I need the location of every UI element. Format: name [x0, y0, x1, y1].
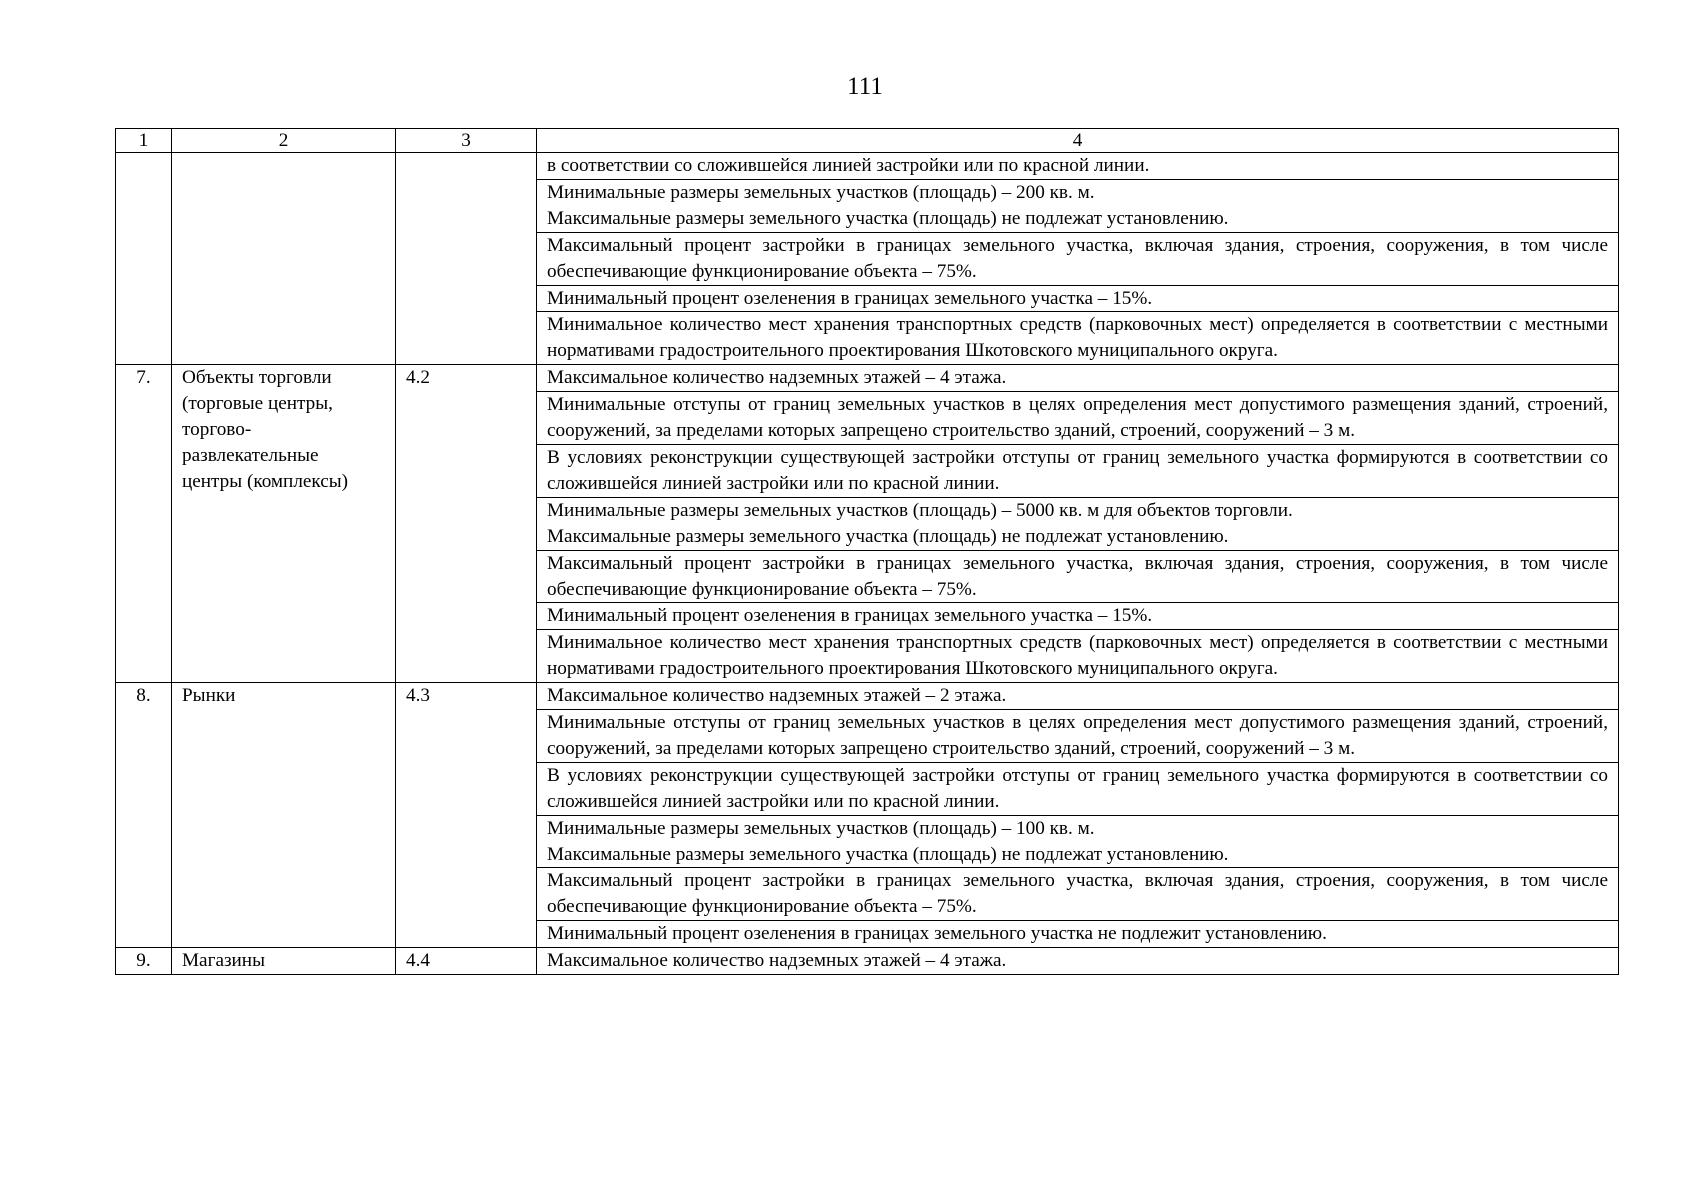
entry-name: Магазины: [172, 948, 396, 975]
header-row: [116, 129, 1619, 153]
code-cell: [396, 153, 537, 365]
entry-name-line: торгово-: [182, 419, 252, 441]
column-header-2: 2: [172, 129, 396, 153]
table-row: [116, 683, 1619, 710]
requirement-cell: [537, 815, 1619, 868]
requirement-cell: [537, 497, 1619, 550]
column-header-4: 4: [537, 129, 1619, 153]
entry-number: 7.: [116, 365, 172, 683]
requirement-cell: Максимальное количество надземных этажей – 4 этажа.: [537, 365, 1619, 392]
name-cell: [172, 153, 396, 365]
entry-name-line: развлекательные: [182, 444, 319, 466]
entry-code: 4.4: [396, 948, 537, 975]
requirement-cell: Максимальный процент застройки в границах земельного участка, включая здания, строения, сооружения, в том числе обеспечивающие функционирование объекта – 75%.: [537, 868, 1619, 921]
requirement-cell: Минимальные отступы от границ земельных участков в целях определения мест допустимого размещения зданий, строений, сооружений, за пределами которых запрещено строительство зданий, строений, сооружений – 3 м.: [537, 392, 1619, 445]
text-line: Максимальные размеры земельного участка (площадь) не подлежат установлению.: [547, 525, 1229, 547]
entry-code: 4.3: [396, 683, 537, 948]
requirement-cell: Минимальное количество мест хранения транспортных средств (парковочных мест) определяется в соответствии с местными нормативами градостроительного проектирования Шкотовского муниципального округа.: [537, 312, 1619, 365]
column-header-1: 1: [116, 129, 172, 153]
requirement-cell: в соответствии со сложившейся линией застройки или по красной линии.: [537, 153, 1619, 180]
entry-name-line: центры (комплексы): [182, 470, 349, 492]
page-number: 111: [847, 73, 883, 100]
entry-name: [172, 365, 396, 683]
column-header-3: 3: [396, 129, 537, 153]
entry-name-line: (торговые центры,: [182, 393, 333, 415]
text-line: Минимальные размеры земельных участков (площадь) – 100 кв. м.: [547, 817, 1095, 839]
requirement-cell: Максимальный процент застройки в границах земельного участка, включая здания, строения, сооружения, в том числе обеспечивающие функционирование объекта – 75%.: [537, 232, 1619, 285]
table-row: [116, 948, 1619, 975]
entry-code: 4.2: [396, 365, 537, 683]
entry-number: 9.: [116, 948, 172, 975]
requirement-cell: Минимальные отступы от границ земельных участков в целях определения мест допустимого размещения зданий, строений, сооружений, за пределами которых запрещено строительство зданий, строений, сооружений – 3 м.: [537, 710, 1619, 763]
entry-name-line: Объекты торговли: [182, 367, 332, 389]
requirement-cell: Максимальный процент застройки в границах земельного участка, включая здания, строения, сооружения, в том числе обеспечивающие функционирование объекта – 75%.: [537, 550, 1619, 603]
table-header: [116, 129, 1619, 153]
requirement-cell: Минимальный процент озеленения в границах земельного участка не подлежит установлению.: [537, 921, 1619, 948]
requirement-cell: В условиях реконструкции существующей застройки отступы от границ земельного участка формируются в соответствии со сложившейся линией застройки или по красной линии.: [537, 762, 1619, 815]
table-row: [116, 365, 1619, 392]
entry-number: 8.: [116, 683, 172, 948]
regulations-table: [115, 128, 1619, 975]
requirement-cell: [537, 179, 1619, 232]
table-row: [116, 153, 1619, 180]
requirement-cell: Максимальное количество надземных этажей – 2 этажа.: [537, 683, 1619, 710]
table-body: [116, 153, 1619, 975]
text-line: Максимальные размеры земельного участка (площадь) не подлежат установлению.: [547, 207, 1229, 229]
text-line: Минимальные размеры земельных участков (площадь) – 200 кв. м.: [547, 181, 1095, 203]
entry-name: Рынки: [172, 683, 396, 948]
requirement-cell: Минимальный процент озеленения в границах земельного участка – 15%.: [537, 603, 1619, 630]
requirement-cell: В условиях реконструкции существующей застройки отступы от границ земельного участка формируются в соответствии со сложившейся линией застройки или по красной линии.: [537, 444, 1619, 497]
requirement-cell: Минимальный процент озеленения в границах земельного участка – 15%.: [537, 285, 1619, 312]
number-cell: [116, 153, 172, 365]
requirement-cell: Максимальное количество надземных этажей – 4 этажа.: [537, 948, 1619, 975]
text-line: Максимальные размеры земельного участка (площадь) не подлежат установлению.: [547, 843, 1229, 865]
text-line: Минимальные размеры земельных участков (площадь) – 5000 кв. м для объектов торговли.: [547, 499, 1293, 521]
requirement-cell: Минимальное количество мест хранения транспортных средств (парковочных мест) определяется в соответствии с местными нормативами градостроительного проектирования Шкотовского муниципального округа.: [537, 630, 1619, 683]
